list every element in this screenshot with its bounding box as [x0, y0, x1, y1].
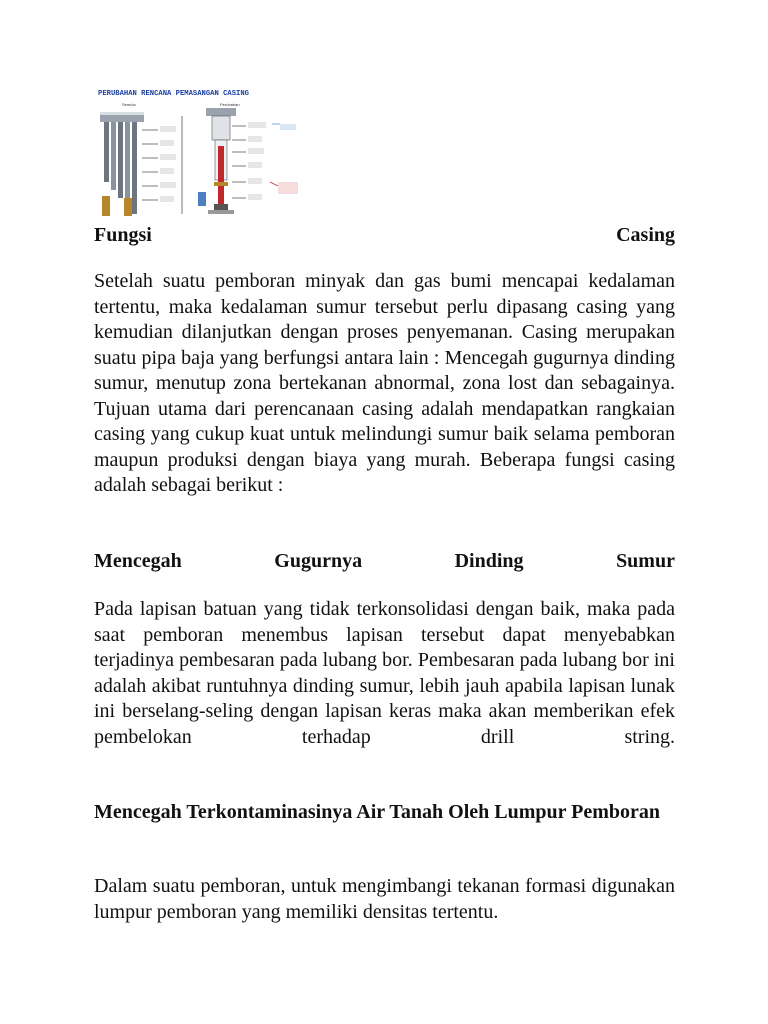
- paragraph-kontaminasi: Dalam suatu pemboran, untuk mengimbangi tekanan formasi digunakan lumpur pemboran yang memiliki densitas tertentu.: [94, 875, 675, 923]
- heading-word: Fungsi: [94, 224, 152, 246]
- left-panel-label: Semula: [122, 102, 136, 107]
- heading-word: Dinding: [454, 550, 524, 572]
- casing-diagram-figure: [94, 86, 300, 220]
- heading-fungsi-casing: [94, 222, 675, 248]
- heading-word: Sumur: [616, 550, 675, 572]
- heading-word: Casing: [616, 224, 675, 246]
- casing-diagram: [94, 86, 300, 220]
- paragraph-fungsi-casing: Setelah suatu pemboran minyak dan gas bumi mencapai kedalaman tertentu, maka kedalaman sumur tersebut perlu dipasang casing yang kemudian dilanjutkan dengan proses penyemanan. Casing merupakan suatu pipa baja yang berfungsi antara lain : Mencegah gugurnya dinding sumur, menutup zona bertekanan abnormal, zona lost dan sebagainya. Tujuan utama dari perencanaan casing adalah mendapatkan rangkaian casing yang cukup kuat untuk melindungi sumur baik selama pemboran maupun produksi dengan biaya yang murah. Beberapa fungsi casing adalah sebagai berikut :: [94, 270, 675, 496]
- paragraph-gugurnya-dinding: Pada lapisan batuan yang tidak terkonsolidasi dengan baik, maka pada saat pemboran menembus lapisan tersebut dapat menyebabkan terjadinya pembesaran pada lubang bor. Pembesaran pada lubang bor ini adalah akibat runtuhnya dinding sumur, lebih jauh apabila lapisan lunak ini berselang-seling dengan lapisan keras maka akan memberikan efek pembelokan terhadap drill string.: [94, 598, 675, 748]
- left-casing-string: [100, 112, 182, 216]
- right-casing-string: [198, 108, 298, 214]
- figure-title: PERUBAHAN RENCANA PEMASANGAN CASING: [98, 90, 249, 98]
- right-panel-label: Perubahan: [220, 102, 240, 107]
- heading-mencegah-gugurnya: [94, 548, 675, 574]
- heading-word: Mencegah: [94, 550, 182, 572]
- heading-kontaminasi-air-tanah: Mencegah Terkontaminasinya Air Tanah Oleh Lumpur Pemboran: [94, 801, 661, 823]
- heading-word: Gugurnya: [274, 550, 363, 572]
